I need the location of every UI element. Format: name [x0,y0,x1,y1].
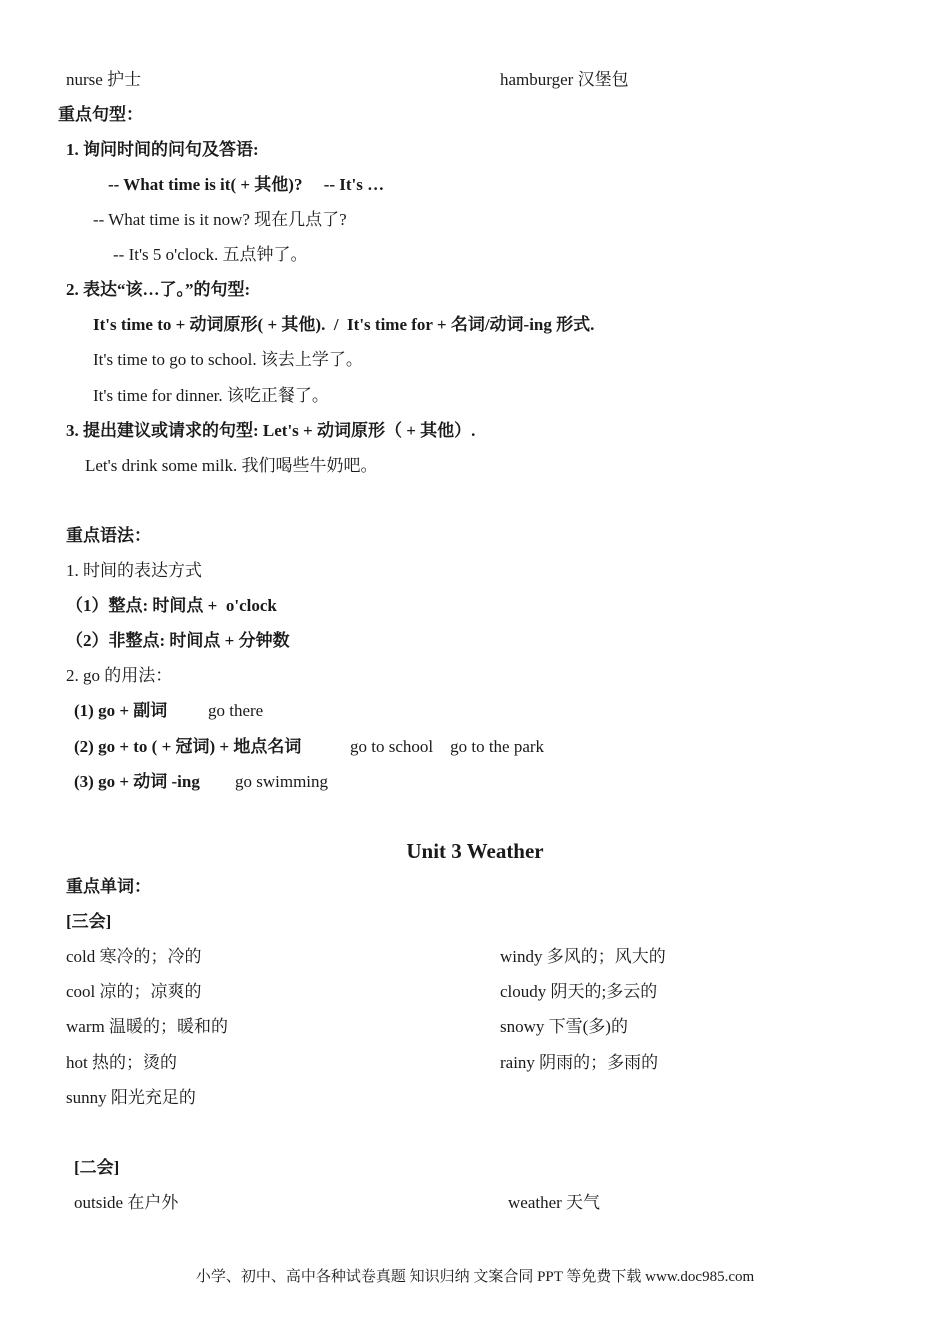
word-snowy: snowy 下雪(多)的 [500,1017,628,1036]
er-hui-label: [二会] [74,1158,120,1177]
sentence-1-heading: 1. 询问时间的问句及答语: [66,140,259,159]
sentence-1-example-answer: -- It's 5 o'clock. 五点钟了。 [113,245,308,264]
word-rainy: rainy 阴雨的；多雨的 [500,1053,659,1072]
sentence-1-example-question: -- What time is it now? 现在几点了? [93,210,347,229]
san-hui-label: [三会] [66,912,112,931]
vocab-nurse: nurse 护士 [66,70,142,89]
word-windy: windy 多风的；风大的 [500,947,666,966]
word-hot: hot 热的；烫的 [66,1053,177,1072]
sentence-2-heading: 2. 表达“该…了。”的句型: [66,280,251,299]
words-heading: 重点单词： [66,877,151,896]
word-warm: warm 温暖的；暖和的 [66,1017,228,1036]
sentences-heading: 重点句型： [58,105,143,124]
grammar-1-item-1: （1）整点: 时间点 + o'clock [66,596,277,615]
grammar-2-item-1-example: go there [208,701,264,720]
unit-title: Unit 3 Weather [406,839,544,863]
grammar-1-item-2: （2）非整点: 时间点 + 分钟数 [66,631,290,650]
sentence-3-heading: 3. 提出建议或请求的句型: Let's + 动词原形（ + 其他）. [66,421,476,440]
word-outside: outside 在户外 [74,1193,179,1212]
word-sunny: sunny 阳光充足的 [66,1088,196,1107]
word-weather: weather 天气 [508,1193,601,1212]
grammar-2-item-2-example: go to school go to the park [350,737,545,756]
grammar-1-heading: 1. 时间的表达方式 [66,561,202,580]
sentence-3-example: Let's drink some milk. 我们喝些牛奶吧。 [85,456,378,475]
sentence-1-pattern: -- What time is it( + 其他)? -- It's … [108,175,385,194]
word-cold: cold 寒冷的；冷的 [66,947,202,966]
grammar-2-heading: 2. go 的用法： [66,666,173,685]
page-footer: 小学、初中、高中各种试卷真题 知识归纳 文案合同 PPT 等免费下载 www.doc985.com [195,1269,755,1285]
sentence-2-pattern: It's time to + 动词原形( + 其他). / It's time for + 名词/动词-ing 形式. [93,315,595,334]
grammar-heading: 重点语法： [66,526,151,545]
grammar-2-item-2-rule: (2) go + to ( + 冠词) + 地点名词 [74,737,302,756]
word-cool: cool 凉的；凉爽的 [66,982,202,1001]
word-cloudy: cloudy 阴天的;多云的 [500,982,658,1001]
vocab-hamburger: hamburger 汉堡包 [500,70,629,89]
grammar-2-item-3-rule: (3) go + 动词 -ing [74,772,200,791]
sentence-2-example-2: It's time for dinner. 该吃正餐了。 [93,386,329,405]
grammar-2-item-1-rule: (1) go + 副词 [74,701,168,720]
sentence-2-example-1: It's time to go to school. 该去上学了。 [93,350,363,369]
grammar-2-item-3-example: go swimming [235,772,329,791]
